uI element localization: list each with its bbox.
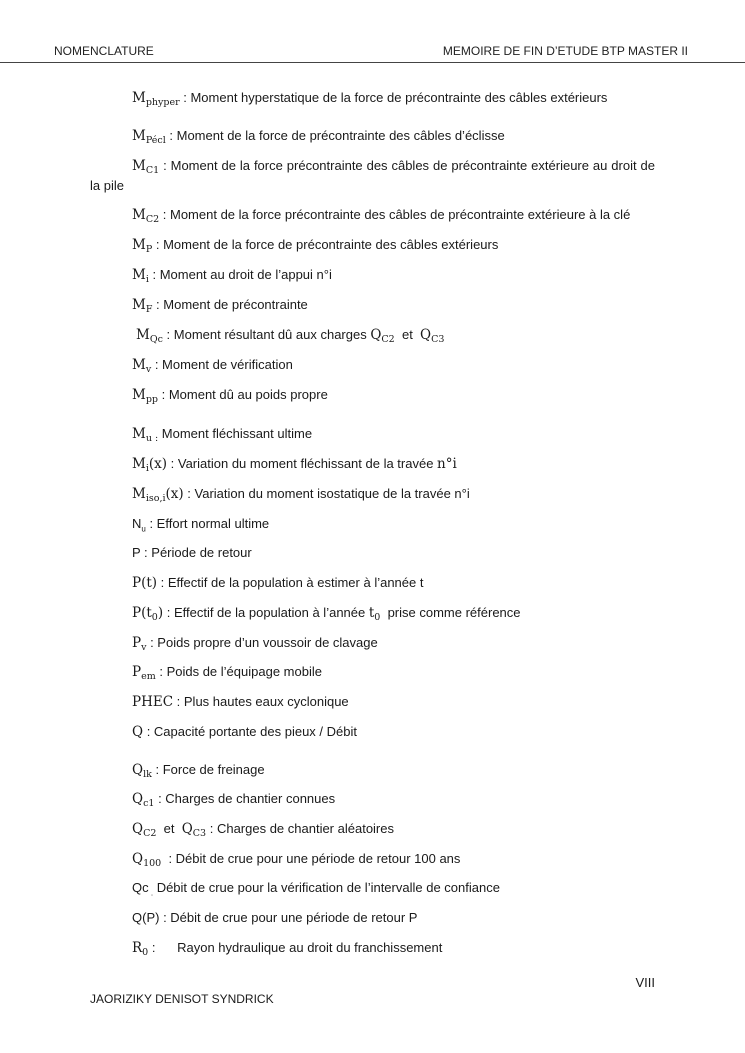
header-left: NOMENCLATURE: [54, 44, 154, 58]
entry-m-qc: $M_{Qc}$ : Moment résultant dû aux charges $Q_{C2}$ et $Q_{C3}$: [136, 327, 445, 345]
entry-m-u: $M_{u :}$ Moment fléchissant ultime: [132, 426, 313, 444]
entry-m-f: $M_F$ : Moment de précontrainte: [132, 297, 308, 315]
entry-symbol: PHEC: [132, 694, 174, 710]
entry-m-pp: $M_{pp}$ : Moment dû au poids propre: [132, 387, 328, 405]
entry-symbol: $M_{pp}$: [132, 387, 158, 405]
entry-symbol: $M_v$: [132, 357, 152, 375]
entry-symbol: $M_F$: [132, 297, 153, 315]
entry-m-c1: $M_{C1}$ : Moment de la force précontrainte des câbles de précontrainte extérieure au droit de la pile: [90, 158, 655, 193]
entry-q: Q : Capacité portante des pieux / Débit: [132, 724, 357, 740]
entry-m-p: $M_P$ : Moment de la force de précontrainte des câbles extérieurs: [132, 237, 499, 255]
entry-m-i-x: $M_i(x)$ : Variation du moment fléchissant de la travée n°i: [132, 456, 457, 474]
entry-p: P : Période de retour: [132, 545, 252, 560]
entry-q-100: $Q_{100}$ : Débit de crue pour une période de retour 100 ans: [132, 851, 461, 869]
entry-p-t0: $P(t_0)$ : Effectif de la population à l’année $t_0$ prise comme référence: [132, 605, 521, 623]
entry-p-v: $P_v$ : Poids propre d’un voussoir de clavage: [132, 635, 378, 653]
entry-q-c1: $Q_{c1}$ : Charges de chantier connues: [132, 791, 336, 809]
header-rule: [0, 62, 745, 63]
entry-q-c2-c3: $Q_{C2}$ et $Q_{C3}$ : Charges de chantier aléatoires: [132, 821, 394, 839]
entry-m-i: $M_i$ : Moment au droit de l’appui n°i: [132, 267, 332, 285]
entry-symbol: $R_0$: [132, 940, 149, 958]
entry-symbol: $M_{iso,i}(x)$: [132, 486, 184, 504]
page-number: VIII: [635, 975, 655, 990]
entry-m-pecl: $M_{Pécl}$ : Moment de la force de précontrainte des câbles d’éclisse: [132, 128, 505, 146]
entry-symbol: Qc $_.$: [132, 880, 154, 898]
entry-symbol: $N_u$: [132, 516, 146, 534]
entry-symbol: $M_{u :}$: [132, 426, 159, 444]
entry-symbol: P(t): [132, 575, 158, 591]
entry-m-phyper: $M_{phyper}$ : Moment hyperstatique de la force de précontrainte des câbles extérieurs: [132, 90, 608, 108]
entry-p-em: $P_{em}$ : Poids de l’équipage mobile: [132, 664, 322, 682]
entry-symbol: $M_P$: [132, 237, 153, 255]
entry-symbol: $Q_{lk}$: [132, 762, 152, 780]
entry-m-v: $M_v$ : Moment de vérification: [132, 357, 293, 375]
entry-q-p: Q(P) : Débit de crue pour une période de retour P: [132, 910, 418, 925]
entry-n-u: $N_u$ : Effort normal ultime: [132, 516, 270, 534]
entry-symbol: $M_{C1}$: [132, 158, 160, 176]
entry-symbol: $M_{C2}$: [132, 207, 160, 225]
entry-q-lk: $Q_{lk}$ : Force de freinage: [132, 762, 265, 780]
entry-symbol: $M_{phyper}$: [132, 90, 180, 108]
entry-symbol: $Q_{c1}$: [132, 791, 155, 809]
entry-qc: Qc $_.$ Débit de crue pour la vérification de l’intervalle de confiance: [132, 880, 500, 898]
entry-symbol: $M_i(x)$: [132, 456, 168, 474]
entry-symbol: $Q_{C2}$: [132, 821, 157, 839]
entry-symbol: $M_{Pécl}$: [132, 128, 166, 146]
entry-phec: PHEC : Plus hautes eaux cyclonique: [132, 694, 349, 710]
entry-m-iso-i-x: $M_{iso,i}(x)$ : Variation du moment isostatique de la travée n°i: [132, 486, 470, 504]
entry-symbol: Q: [132, 724, 144, 740]
entry-m-c2: $M_{C2}$ : Moment de la force précontrainte des câbles de précontrainte extérieure à la clé: [132, 207, 631, 225]
page-header: [54, 44, 688, 62]
entry-symbol: $Q_{100}$: [132, 851, 162, 869]
entry-symbol: P: [132, 545, 141, 560]
entry-symbol: $P(t_0)$: [132, 605, 164, 623]
entry-p-t: P(t) : Effectif de la population à estimer à l’année t: [132, 575, 424, 591]
entry-symbol: $M_{Qc}$: [136, 327, 163, 345]
header-right: MEMOIRE DE FIN D’ETUDE BTP MASTER II: [442, 44, 688, 58]
entry-r-0: $R_0$ : Rayon hydraulique au droit du franchissement: [132, 940, 443, 958]
entry-symbol: $P_v$: [132, 635, 147, 653]
page-footer: JAORIZIKY DENISOT SYNDRICK: [90, 992, 274, 1006]
entry-symbol: Q(P): [132, 910, 160, 925]
entry-symbol: $P_{em}$: [132, 664, 156, 682]
entry-symbol: $M_i$: [132, 267, 149, 285]
